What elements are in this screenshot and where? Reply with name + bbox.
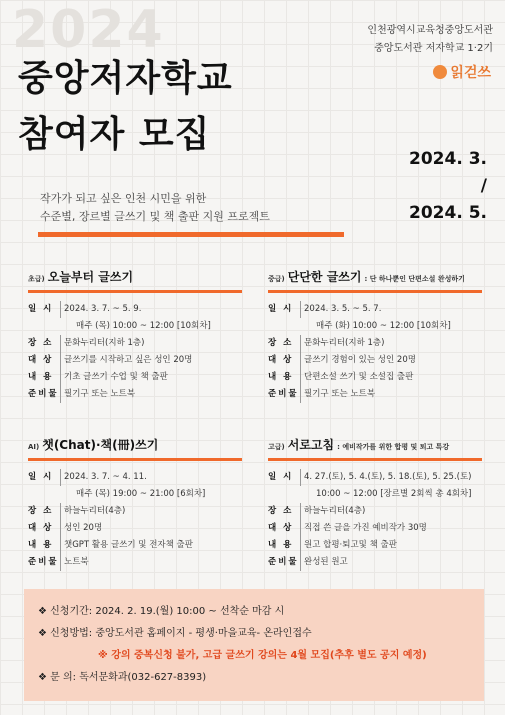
intro-line1: 작가가 되고 싶은 인천 시민을 위한 [40, 192, 207, 205]
course-subtitle: : 단 하나뿐인 단편소설 완성하기 [364, 275, 465, 283]
period-start: 2024. 3. [409, 149, 487, 169]
intro-text [40, 190, 270, 226]
target-row: 대 상 직접 쓴 글을 가진 예비작가 30명 [268, 520, 482, 537]
organizer-name: 인천광역시교육청중앙도서관 [367, 25, 493, 36]
intro-line2: 수준별, 장르별 글쓰기 및 책 출판 지원 프로젝트 [40, 210, 270, 223]
course-title: 오늘부터 글쓰기 [47, 270, 134, 284]
target-row: 대 상 글쓰기 경험이 있는 성인 20명 [268, 352, 482, 369]
logo-text: 읽걷쓰 [450, 65, 491, 81]
apply-period: ❖ 신청기간: 2024. 2. 19.(월) 10:00 ~ 선착순 마감 시 [38, 606, 285, 617]
logo-icon [433, 65, 447, 79]
course-intermediate [268, 268, 482, 403]
application-info [24, 589, 484, 701]
schedule-row-2: 매주 (목) 19:00 ~ 21:00 [6회차] [76, 489, 206, 499]
place-row: 장 소 하늘누리터(4층) [268, 503, 482, 520]
content-row: 내 용 원고 합평·퇴고및 책 출판 [268, 537, 482, 554]
apply-method: ❖ 신청방법: 중앙도서관 홈페이지 - 평생·마을교육- 온라인접수 [38, 628, 312, 639]
content-row: 내 용 기초 글쓰기 수업 및 책 출판 [28, 369, 242, 386]
schedule-row: 일 시 2024. 3. 5. ~ 5. 7. [268, 301, 482, 318]
logo [433, 62, 491, 82]
year-watermark: 2024 [12, 0, 165, 60]
supplies-row: 준비물 필기구 또는 노트북 [28, 386, 242, 403]
course-ai [28, 436, 242, 571]
content-row: 내 용 챗GPT 활용 글쓰기 및 전자책 출판 [28, 537, 242, 554]
course-beginner [28, 268, 242, 403]
course-title: 서로고침 [287, 438, 335, 452]
supplies-row: 준비물 완성된 원고 [268, 554, 482, 571]
place-row: 장 소 문화누리터(지하 1층) [28, 335, 242, 352]
course-level: AI) [28, 443, 40, 451]
course-subtitle: : 예비작가를 위한 합평 및 퇴고 특강 [337, 443, 450, 451]
course-header [28, 436, 242, 461]
target-row: 대 상 글쓰기를 시작하고 싶은 성인 20명 [28, 352, 242, 369]
course-title: 챗(Chat)·책(冊)쓰기 [42, 438, 159, 452]
course-level: 초급) [28, 275, 45, 283]
course-advanced [268, 436, 482, 571]
schedule-row-2: 매주 (화) 10:00 ~ 12:00 [10회차] [316, 321, 451, 331]
supplies-row: 준비물 필기구 또는 노트북 [268, 386, 482, 403]
schedule-row-2: 매주 (목) 10:00 ~ 12:00 [10회차] [76, 321, 211, 331]
period [409, 146, 487, 227]
place-row: 장 소 문화누리터(지하 1층) [268, 335, 482, 352]
course-level: 중급) [268, 275, 285, 283]
page-title-line1: 중앙저자학교 [18, 58, 233, 99]
course-title: 단단한 글쓰기 [287, 270, 362, 284]
course-header [268, 268, 482, 293]
course-header [268, 436, 482, 461]
apply-note: ※ 강의 중복신청 불가, 고급 글쓰기 강의는 4월 모집(추후 별도 공지 예정) [98, 650, 427, 661]
schedule-row: 일 시 2024. 3. 7. ~ 4. 11. [28, 469, 242, 486]
schedule-row: 일 시 4. 27.(토), 5. 4.(토), 5. 18.(토), 5. 25.(토) [268, 469, 482, 486]
period-separator: / [480, 176, 487, 196]
course-header [28, 268, 242, 293]
accent-divider [38, 232, 344, 237]
place-row: 장 소 하늘누리터(4층) [28, 503, 242, 520]
contact: ❖ 문 의: 독서문화과(032-627-8393) [38, 672, 207, 683]
content-row: 내 용 단편소설 쓰기 및 소설집 출판 [268, 369, 482, 386]
program-name: 중앙도서관 저자학교 1·2기 [374, 43, 493, 54]
organizer [367, 22, 493, 58]
target-row: 대 상 성인 20명 [28, 520, 242, 537]
schedule-row-2: 10:00 ~ 12:00 [장르별 2회씩 총 4회차] [316, 489, 472, 499]
schedule-row: 일 시 2024. 3. 7. ~ 5. 9. [28, 301, 242, 318]
supplies-row: 준비물 노트북 [28, 554, 242, 571]
period-end: 2024. 5. [409, 203, 487, 223]
page-title-line2: 참여자 모집 [18, 114, 211, 155]
course-level: 고급) [268, 443, 285, 451]
